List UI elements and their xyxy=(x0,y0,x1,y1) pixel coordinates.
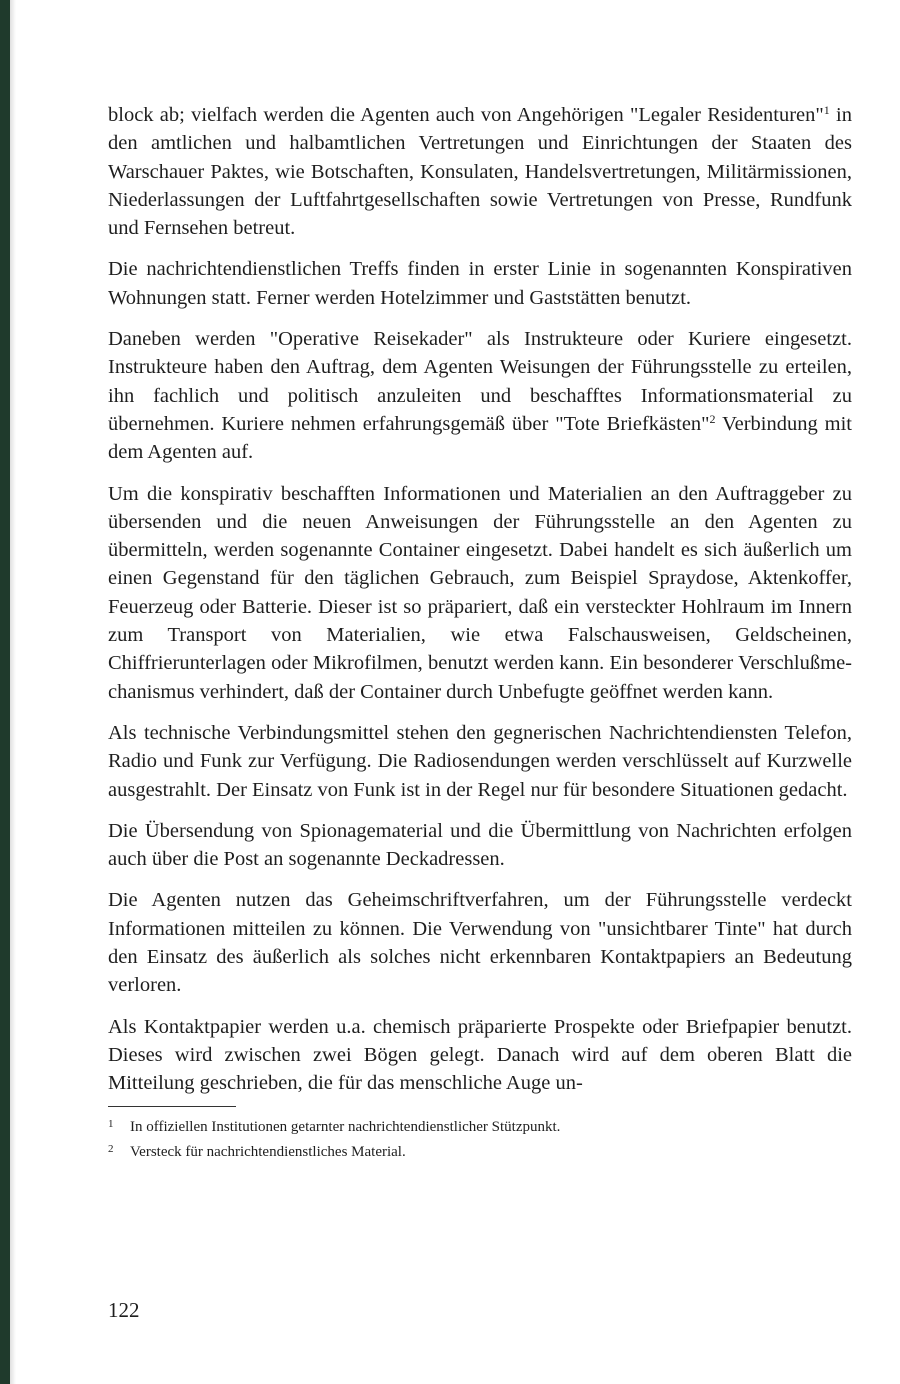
paragraph-8: Als Kontaktpapier werden u.a. chemisch präparierte Prospekte oder Briefpapier benutzt. Dieses wird zwischen zwei Bögen gelegt. Danach wird auf dem oberen Blatt die Mitteilung geschrieben, die für das menschliche Auge un- xyxy=(108,1015,852,1095)
book-spine-edge xyxy=(0,0,10,1384)
footnote-2-text: Versteck für nachrichtendienstliches Material. xyxy=(130,1143,406,1160)
paragraph-5: Als technische Verbindungsmittel stehen den gegnerischen Nachrichtendiensten Telefon, Radio und Funk zur Verfügung. Die Radiosendungen werden verschlüsselt auf Kurzwelle ausgestrahlt. Der Einsatz von Funk ist in der Regel nur für besondere Situationen gedacht. xyxy=(108,721,852,801)
footnote-1-mark: 1 xyxy=(108,1117,114,1130)
paragraph-1-text-a: block ab; vielfach werden die Agenten auch von Angehörigen "Legaler Residenturen" xyxy=(108,104,824,126)
paragraph-2: Die nachrichtendienstlichen Treffs finden in erster Linie in sogenannten Konspirativen Wohnungen statt. Ferner werden Hotelzimmer und Gaststätten benutzt. xyxy=(108,258,852,309)
paragraph-7: Die Agenten nutzen das Geheimschriftverfahren, um der Führungsstelle verdeckt Informationen mitteilen zu können. Die Verwendung von "unsichtbarer Tinte" hat durch den Einsatz des äußerlich als solches nicht erkennbaren Kontaktpapiers an Bedeutung verloren. xyxy=(108,889,852,997)
paragraph-1 xyxy=(108,101,852,242)
footnote-1-text: In offiziellen Institutionen getarnter nachrichtendienstlicher Stützpunkt. xyxy=(130,1118,561,1135)
footnote-ref-1[interactable]: 1 xyxy=(823,103,830,117)
footnote-divider xyxy=(108,1106,236,1107)
footnote-ref-2[interactable]: 2 xyxy=(709,411,716,426)
footnote-1 xyxy=(108,1113,852,1138)
paragraph-6: Die Übersendung von Spionagematerial und die Übermittlung von Nachrichten erfolgen auch über die Post an sogenannte Deckadressen. xyxy=(108,819,852,871)
paragraph-4: Um die konspirativ beschafften Informationen und Materialien an den Auftraggeber zu übersenden und die neuen Anweisungen der Führungsstelle an den Agenten zu übermitteln, werden sogenannte Container eingesetzt. Dabei handelt es sich äußerlich um einen Gegenstand für den täglichen Gebrauch, zum Beispiel Spraydose, Aktenkoffer, Feuerzeug oder Batterie. Dieser ist so präpariert, daß ein versteckter Hohlraum im Innern zum Transport von Materialien, wie etwa Falschausweisen, Geldscheinen, Chiffrierunterlagen oder Mikrofilmen, benutzt werden kann. Ein besonderer Verschlußmechanismus verhindert, daß der Container durch Unbefugte geöffnet werden kann. xyxy=(108,482,852,703)
paragraph-3-text-b: Verbindung mit dem Agenten auf. xyxy=(108,412,853,464)
spine-shadow xyxy=(10,0,16,1384)
page-number: 122 xyxy=(108,1298,140,1322)
paragraph-3 xyxy=(108,325,852,466)
footnote-2 xyxy=(108,1138,852,1163)
paragraph-1-text-b: in den amtlichen und halbamtlichen Vertretungen und Einrichtungen der Staaten des Warschauer Paktes, wie Botschaften, Konsulaten, Handelsvertretungen, Militärmissionen, Niederlassungen der Luftfahrtgesellschaften sowie Vertretungen von Presse, Rundfunk und Fernsehen betreut. xyxy=(108,104,852,240)
paragraph-3-text-a: Daneben werden "Operative Reisekader" als Instrukteure oder Kuriere eingesetzt. Instrukteure haben den Auftrag, dem Agenten Weisungen der Führungsstelle zu erteilen, ihn fachlich und politisch anzuleiten und beschafftes Informationsmaterial zu übernehmen. Kuriere nehmen erfahrungsgemäß über "Tote Briefkästen" xyxy=(108,328,852,435)
page-body xyxy=(108,101,852,1163)
footnote-2-mark: 2 xyxy=(108,1142,114,1155)
